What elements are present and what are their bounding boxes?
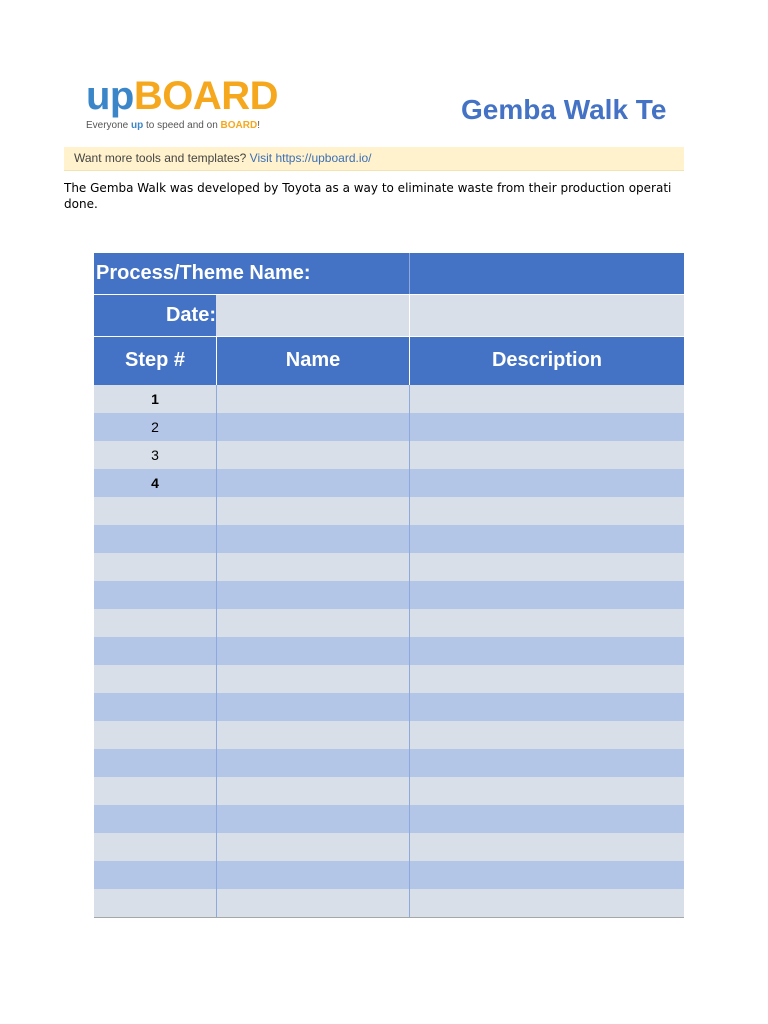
table-row — [94, 777, 684, 805]
step-cell[interactable] — [94, 833, 216, 861]
table-row — [94, 637, 684, 665]
description-cell[interactable] — [409, 749, 684, 777]
gemba-walk-table — [94, 253, 684, 918]
description-cell[interactable] — [409, 777, 684, 805]
name-cell[interactable] — [216, 441, 409, 469]
date-value-cell[interactable] — [216, 295, 409, 336]
name-cell[interactable] — [216, 609, 409, 637]
name-cell[interactable] — [216, 749, 409, 777]
header-name: Name — [216, 337, 409, 385]
table-row — [94, 721, 684, 749]
process-row — [94, 253, 684, 294]
name-cell[interactable] — [216, 525, 409, 553]
name-cell[interactable] — [216, 721, 409, 749]
table-row — [94, 609, 684, 637]
date-extra-cell[interactable] — [409, 295, 684, 336]
table-row — [94, 581, 684, 609]
table-row — [94, 665, 684, 693]
table-row — [94, 553, 684, 581]
tagline-board: BOARD — [220, 120, 258, 131]
step-cell[interactable] — [94, 497, 216, 525]
step-cell[interactable]: 3 — [151, 447, 159, 463]
description-cell[interactable] — [409, 553, 684, 581]
tagline-post: ! — [257, 120, 260, 131]
step-cell[interactable] — [94, 609, 216, 637]
date-row — [94, 294, 684, 336]
step-cell[interactable] — [94, 525, 216, 553]
description-cell[interactable] — [409, 385, 684, 413]
description-cell[interactable] — [409, 637, 684, 665]
step-cell[interactable] — [94, 805, 216, 833]
logo-up: up — [86, 74, 134, 118]
header-description: Description — [409, 337, 684, 385]
table-row — [94, 469, 684, 497]
name-cell[interactable] — [216, 637, 409, 665]
step-cell[interactable]: 1 — [151, 391, 159, 407]
name-cell[interactable] — [216, 805, 409, 833]
step-cell[interactable] — [94, 581, 216, 609]
header-step: Step # — [124, 349, 186, 371]
description-cell[interactable] — [409, 441, 684, 469]
logo-wordmark — [86, 74, 286, 118]
description-cell[interactable] — [409, 693, 684, 721]
description-cell[interactable] — [409, 497, 684, 525]
step-cell[interactable] — [94, 777, 216, 805]
name-cell[interactable] — [216, 413, 409, 441]
upboard-logo — [86, 74, 286, 131]
logo-tagline — [86, 120, 286, 131]
step-cell[interactable] — [94, 749, 216, 777]
step-cell[interactable]: 4 — [151, 475, 159, 491]
description-cell[interactable] — [409, 609, 684, 637]
name-cell[interactable] — [216, 469, 409, 497]
step-cell[interactable] — [94, 637, 216, 665]
promo-link[interactable]: Visit https://upboard.io/ — [249, 151, 372, 165]
name-cell[interactable] — [216, 833, 409, 861]
description-cell[interactable] — [409, 889, 684, 917]
step-cell[interactable] — [94, 889, 216, 917]
promo-banner — [64, 147, 684, 171]
table-row — [94, 441, 684, 469]
name-cell[interactable] — [216, 861, 409, 889]
table-row — [94, 861, 684, 889]
tagline-pre: Everyone — [86, 120, 132, 131]
description-cell[interactable] — [409, 665, 684, 693]
step-cell[interactable] — [94, 693, 216, 721]
table-row — [94, 413, 684, 441]
name-cell[interactable] — [216, 665, 409, 693]
intro-paragraph — [64, 180, 684, 212]
document-title: Gemba Walk Te — [461, 94, 667, 125]
description-cell[interactable] — [409, 805, 684, 833]
table-row — [94, 525, 684, 553]
intro-line-1: The Gemba Walk was developed by Toyota as a way to eliminate waste from their production operati — [64, 181, 672, 195]
column-header-row — [94, 336, 684, 385]
table-row — [94, 805, 684, 833]
description-cell[interactable] — [409, 469, 684, 497]
table-body — [94, 385, 684, 918]
tagline-up: up — [131, 120, 144, 131]
step-cell[interactable] — [94, 861, 216, 889]
name-cell[interactable] — [216, 497, 409, 525]
name-cell[interactable] — [216, 693, 409, 721]
promo-text: Want more tools and templates? — [74, 151, 247, 165]
table-row — [94, 385, 684, 413]
description-cell[interactable] — [409, 581, 684, 609]
step-cell[interactable] — [94, 721, 216, 749]
description-cell[interactable] — [409, 413, 684, 441]
name-cell[interactable] — [216, 553, 409, 581]
description-cell[interactable] — [409, 833, 684, 861]
tagline-mid: to speed and on — [143, 120, 221, 131]
table-row — [94, 693, 684, 721]
table-row — [94, 889, 684, 917]
table-row — [94, 497, 684, 525]
name-cell[interactable] — [216, 385, 409, 413]
description-cell[interactable] — [409, 525, 684, 553]
step-cell[interactable]: 2 — [151, 419, 159, 435]
table-row — [94, 749, 684, 777]
date-label: Date: — [165, 304, 216, 326]
description-cell[interactable] — [409, 861, 684, 889]
intro-line-2: done. — [64, 197, 98, 211]
logo-board: BOARD — [133, 74, 279, 118]
name-cell[interactable] — [216, 889, 409, 917]
description-cell[interactable] — [409, 721, 684, 749]
process-theme-label: Process/Theme Name: — [96, 262, 311, 284]
name-cell[interactable] — [216, 777, 409, 805]
step-cell[interactable] — [94, 553, 216, 581]
table-row — [94, 833, 684, 861]
name-cell[interactable] — [216, 581, 409, 609]
process-value-cell[interactable] — [409, 253, 684, 294]
step-cell[interactable] — [94, 665, 216, 693]
date-label-cell — [94, 295, 216, 336]
